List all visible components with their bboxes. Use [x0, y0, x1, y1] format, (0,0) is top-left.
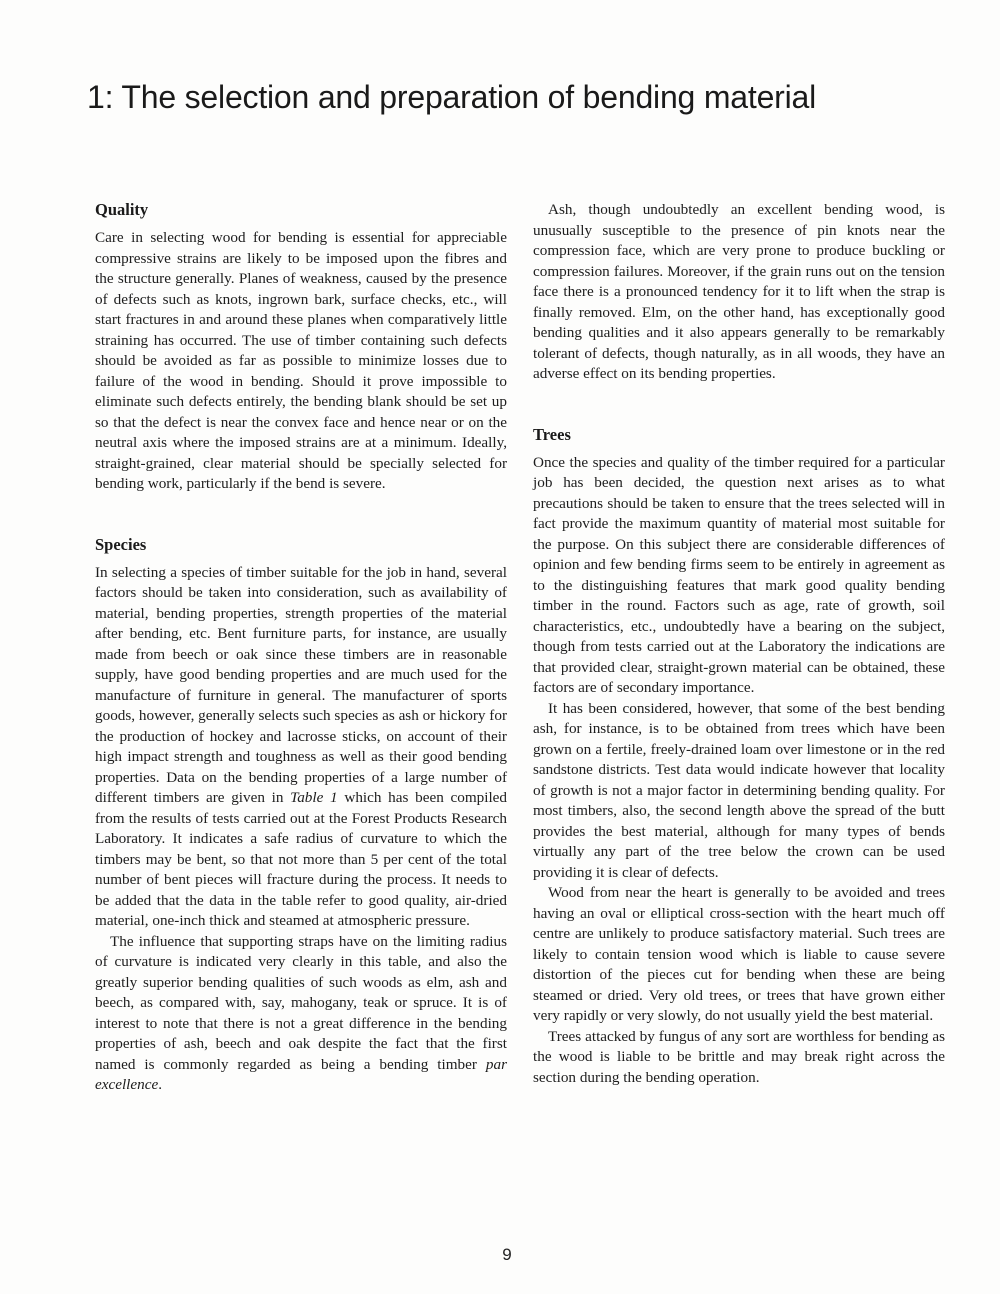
- text-run: Wood from near the heart is generally to be avoided and trees having an oval or elliptical cross-section with the heart much off centre are unlikely to produce satisfactory material. Such trees are likely to contain tension wood which is liable to cause severe distortion of the pieces cut for bending when these are being steamed or dried. Very old trees, or trees that have grown either very rapidly or very slowly, do not usually yield the best material.: [533, 884, 945, 1024]
- italic-text-run: par excellence: [95, 1055, 507, 1093]
- paragraph-quality-1: [95, 228, 507, 495]
- right-column: [533, 200, 945, 1088]
- text-run: .: [158, 1076, 163, 1093]
- paragraph-trees-4: [533, 1027, 945, 1089]
- text-run: Once the species and quality of the timber required for a particular job has been decided, the question next arises as to what precautions should be taken to ensure that the trees selected will in fact provide the maximum quantity of material most suitable for the purpose. On this subject there are considerable differences of opinion and few bending firms seem to be entirely in agreement as to the distinguishing features that mark good quality bending timber in the round. Factors such as age, rate of growth, soil characteristics, etc., undoubtedly have a bearing on the subject, though from tests carried out at the Laboratory the indications are that provided clear, straight-grown material can be obtained, these factors are of secondary importance.: [533, 453, 945, 696]
- chapter-title: 1: The selection and preparation of bending material: [87, 79, 817, 115]
- text-run: In selecting a species of timber suitable for the job in hand, several factors should be taken into consideration, such as availability of material, bending properties, strength properties of the material after bending, etc. Bent furniture parts, for instance, are usually made from beech or oak since these timbers are in reasonable supply, have good bending properties and are much used for the manufacture of furniture in general. The manufacturer of sports goods, however, generally selects such species as ash or hickory for the production of hockey and lacrosse sticks, on account of their high impact strength and toughness as well as their good bending properties. Data on the bending properties of a large number of different timbers are given in: [95, 563, 507, 806]
- paragraph-species-1: [95, 563, 507, 932]
- section-heading-trees: Trees: [533, 424, 571, 444]
- text-run: Trees attacked by fungus of any sort are worthless for bending as the wood is liable to be brittle and may break right across the section during the bending operation.: [533, 1027, 945, 1086]
- section-quality: [95, 200, 507, 495]
- text-run: The influence that supporting straps have on the limiting radius of curvature is indicated very clearly in this table, and also the greatly superior bending qualities of such woods as elm, ash and beech, as compared with, say, mahogany, teak or spruce. It is of interest to note that there is not a great difference in the bending properties of ash, beech and oak despite the fact that the first named is commonly regarded as being a bending timber: [95, 932, 507, 1073]
- text-run: Ash, though undoubtedly an excellent bending wood, is unusually susceptible to the presence of pin knots near the compression face, which are very prone to produce buckling or compression failures. Moreover, if the grain runs out on the tension face there is a pronounced tendency for it to lift when the strap is finally removed. Elm, on the other hand, has exceptionally good bending qualities and it also appears generally to be remarkably tolerant of defects, though naturally, as in all woods, they have an adverse effect on its bending properties.: [533, 201, 945, 382]
- text-run: which has been compiled from the results of tests carried out at the Forest Products Research Laboratory. It indicates a safe radius of curvature to which the timbers may be bent, so that not more than 5 per cent of the total number of bent pieces will fracture during the process. It needs to be added that the data in the table refer to good quality, air-dried material, one-inch thick and steamed at atmospheric pressure.: [95, 789, 508, 929]
- paragraph-trees-3: [533, 883, 945, 1027]
- section-heading-quality: Quality: [95, 200, 149, 219]
- left-column: [95, 200, 507, 1096]
- text-run: It has been considered, however, that some of the best bending ash, for instance, is to be obtained from trees which have been grown on a fertile, freely-drained loam over limestone or in the red sandstone districts. Test data would indicate however that locality of growth is not a major factor in determining bending quality. For most timbers, also, the second length above the spread of the butt provides the best material, although for many types of bends virtually any part of the tree below the crown can be used providing it is clear of defects.: [533, 699, 945, 881]
- section-continuation: [533, 200, 945, 385]
- paragraph-ash-elm: [533, 200, 945, 385]
- paragraph-species-2: [95, 932, 507, 1096]
- paragraph-trees-2: [533, 699, 945, 884]
- section-species: [95, 535, 507, 1096]
- italic-text-run: Table 1: [290, 789, 338, 806]
- page-number: 9: [502, 1245, 512, 1264]
- text-columns: [95, 200, 945, 1096]
- paragraph-trees-1: [533, 453, 945, 699]
- text-run: Care in selecting wood for bending is essential for appreciable compressive strains are likely to be imposed upon the fibres and the structure generally. Planes of weakness, caused by the presence of defects such as knots, ingrown bark, surface checks, etc., will start fractures in and around these planes when comparatively little straining has occurred. The use of timber containing such defects should be avoided as far as possible to minimize losses due to failure of the wood in bending. Should it prove impossible to eliminate such defects entirely, the bending blank should be set up so that the defect is near the convex face and hence near or on the neutral axis where the imposed strains are at a minimum. Ideally, straight-grained, clear material should be specially selected for bending work, particularly if the bend is severe.: [95, 229, 507, 492]
- section-heading-species: Species: [95, 534, 147, 554]
- section-trees: [533, 425, 945, 1089]
